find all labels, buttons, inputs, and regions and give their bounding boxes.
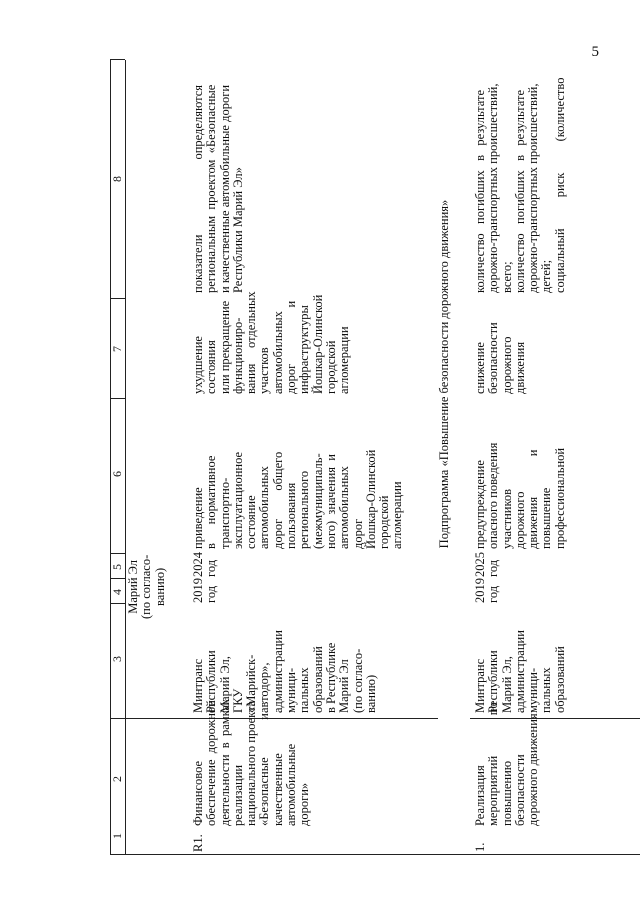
column-border [110, 398, 125, 399]
row-1-consequence: снижение безопасности дорожного движения [473, 322, 527, 394]
row-r1-indicators: показатели определяются региональным проектом «Безопасные и качественные автомобильные дороги Республики Марий Эл» [191, 84, 245, 293]
row-1-end-year: 2025 год [473, 552, 501, 577]
row-1-number: 1. [473, 842, 487, 852]
row-r1-end-year: 2024 год [191, 552, 219, 577]
column-border [110, 854, 640, 855]
column-border [110, 59, 125, 60]
header-col-7: 7 [110, 346, 124, 352]
column-border [110, 298, 125, 299]
column-border [110, 578, 125, 579]
header-col-1: 1 [110, 833, 124, 839]
column-border [110, 553, 125, 554]
executor-continuation: Марий Эл (по согласо- ванию) [126, 554, 167, 619]
header-col-4: 4 [110, 589, 124, 595]
header-col-5: 5 [110, 564, 124, 570]
row-1-name: Реализация мероприятий по повышению безопасности дорожного движения [473, 702, 541, 826]
column-border [110, 603, 125, 604]
row-r1-consequence: ухудшение состояния или прекращение функциониро- вания отдельных участков автомобильных дорог и инфраструктуры Йошкар-Олинской городской агломерации [191, 291, 352, 394]
row-1-result: предупреждение опасного поведения участников дорожного движения и повышение профессиональной [473, 442, 567, 549]
row-r1-start-year: 2019 год [191, 578, 219, 603]
row-r1-executor: Минтранс Республики Марий Эл, ГКУ «Марийск- автодор», администрации муници- пальных образований в Республике Марий Эл (по согласо- ванию) [191, 630, 378, 713]
row-r1-name: Финансовое обеспечение дорожной деятельности в рамках реализации национального проекта «Безопасные и качественные автомобильные дороги» [191, 698, 312, 826]
row-1-start-year: 2019 год [473, 578, 501, 603]
header-col-8: 8 [110, 176, 124, 182]
header-col-6: 6 [110, 471, 124, 477]
subprogram-title: Подпрограмма «Повышение безопасности дорожного движения» [437, 199, 451, 549]
header-bottom-border [125, 60, 126, 855]
header-col-3: 3 [110, 656, 124, 662]
row-r1-result: приведение в нормативное транспортно- эксплуатационное состояние автомобильных дорог общего пользования регионального (межмуниципаль- ного) значения и автомобильных дорог Йошкар-Олинской городской агломерации [191, 449, 405, 549]
row-r1-number: R1. [191, 834, 205, 852]
row-1-executor: Минтранс Республики Марий Эл, администрации муници- пальных образований [473, 630, 567, 713]
page-number: 5 [591, 44, 599, 60]
row-1-indicators: количество погибших в результате дорожно-транспортных происшествий, всего; количество погибших в результате дорожно-транспортных происшествий, детей; социальный риск (количество [473, 77, 567, 293]
header-col-2: 2 [110, 776, 124, 782]
